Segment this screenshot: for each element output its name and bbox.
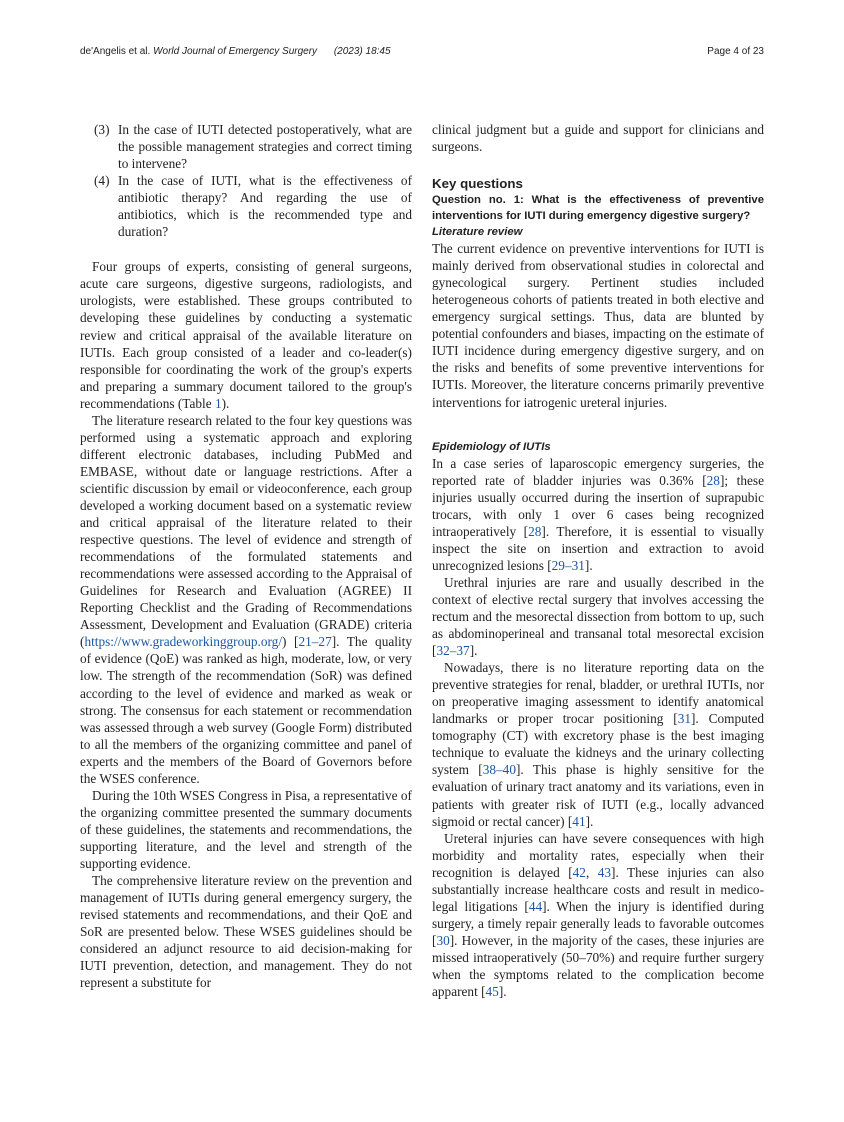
grade-url-link[interactable]: https://www.gradeworkinggroup.org/ bbox=[84, 634, 283, 650]
paragraph: During the 10th WSES Congress in Pisa, a representative of the organizing committee presented the summary documents of these guidelines, the statements and recommendations, the supporting literature, and the level and strength of the supporting evidence. bbox=[80, 787, 412, 871]
running-header bbox=[80, 46, 391, 57]
key-question-4 bbox=[80, 172, 412, 240]
paragraph-text: ]. bbox=[585, 813, 594, 829]
paragraph-text: ]. Therefore, it is essential to visually inspect the site on insertion and extraction to avoid unrecognized lesions [ bbox=[432, 523, 764, 573]
list-number: (3) bbox=[94, 122, 110, 137]
citation-link[interactable]: 44 bbox=[528, 898, 543, 914]
paragraph-text: ]. When the injury is identified during surgery, a timely repair generally leads to favorable outcomes [ bbox=[432, 898, 764, 948]
paragraph: clinical judgment but a guide and support for clinicians and surgeons. bbox=[432, 122, 764, 155]
paragraph-text: ]. These injuries can also substantially increase healthcare costs and result in medico-legal litigations [ bbox=[432, 864, 764, 914]
paragraph: The current evidence on preventive interventions for IUTI is mainly derived from observational studies in colorectal and gynecological surgery. Pertinent studies included heterogeneous cohorts of patients treated in both elective and emergency surgical settings. Thus, data are blunted by potential confounders and biases, impacting on the estimate of IUTI incidence during emergency digestive surgery, and on the risks and benefits of some preventive interventions for IUTIs. Moreover, the literature concerns primarily preventive interventions for iatrogenic ureteral injuries. bbox=[432, 241, 764, 410]
paragraph-text: ). bbox=[221, 395, 230, 411]
paragraph-text: Ureteral injuries can have severe consequences with high morbidity and mortality rates, especially when their recognition is delayed [ bbox=[432, 830, 764, 880]
paragraph-text: The literature research related to the four key questions was performed using a systematic approach and exploring different electronic databases, including PubMed and EMBASE, without date or language restrictions. After a scientific discussion by email or videoconference, each group developed a working document based on a systematic review and critical appraisal of the literature related to their respective questions. The level of evidence and strength of recommendations of the formulated statements and recommendations were assessed according to the Appraisal of Guidelines for Research and Evaluation (AGREE) II Reporting Checklist and the Grading of Recommendations Assessment, Development and Evaluation (GRADE) criteria ( bbox=[80, 412, 412, 650]
header-journal: World Journal of Emergency Surgery bbox=[153, 46, 318, 57]
citation-link[interactable]: 32–37 bbox=[436, 643, 470, 659]
paragraph bbox=[80, 258, 412, 411]
citation-link[interactable]: 28 bbox=[706, 472, 720, 488]
paragraph bbox=[432, 574, 764, 659]
paragraph bbox=[432, 830, 764, 1000]
table-link[interactable]: 1 bbox=[214, 395, 222, 411]
paragraph-text: ]. The quality of evidence (QoE) was ranked as high, moderate, low, or very low. The strength of the recommendation (SoR) was defined according to the level of evidence and marked as weak or strong. The consensus for each statement or recommendation was assessed through a web survey (Google Form) distributed to all the members of the organizing committee and panel of experts and the members of the Board of Governors before the WSES conference. bbox=[80, 634, 412, 786]
paragraph-text: ]; these injuries usually occurred during the insertion of suprapubic trocars, with only 1 over 6 cases being recognized intraoperatively [ bbox=[432, 472, 764, 539]
subsection-title: Literature review bbox=[432, 226, 523, 239]
section-title: Key questions bbox=[432, 176, 523, 192]
key-question-3 bbox=[80, 121, 412, 172]
paragraph-text: ]. This phase is highly sensitive for the evaluation of urinary tract anatomy and its variations, even in patients with greater risk of IUTI (e.g., locally advanced sigmoid or rectal cancer) [ bbox=[432, 762, 764, 829]
paragraph: The comprehensive literature review on the prevention and management of IUTIs during general emergency surgery, the revised statements and recommendations, and their QoE and SoR are presented below. These WSES guidelines should be considered an adjunct resource to aid decision-making for IUTI prevention, detection, and management. They do not represent a substitute for bbox=[80, 873, 412, 991]
left-column bbox=[80, 121, 412, 991]
paragraph bbox=[432, 659, 764, 829]
citation-link[interactable]: 28 bbox=[528, 523, 542, 539]
paragraph-text: Four groups of experts, consisting of general surgeons, acute care surgeons, digestive surgeons, radiologists, and urologists, were established. These groups contributed to developing these guidelines by conducting a systematic review and critical appraisal of the available literature on IUTIs. Each group consisted of a leader and co-leader(s) responsible for coordinating the work of the group's experts and preparing a summary document tailored to the group's recommendations (Table bbox=[80, 259, 412, 411]
paragraph-text: Urethral injuries are rare and usually described in the context of elective rectal surgery that involves accessing the rectum and the mesorectal dissection from bottom to up, such as abdominoperineal and transanal total mesorectal excision [ bbox=[432, 574, 764, 659]
citation-link[interactable]: 30 bbox=[436, 932, 450, 948]
paragraph bbox=[80, 412, 412, 787]
list-text: In the case of IUTI, what is the effectiveness of antibiotic therapy? And regarding the use of antibiotics, which is the recommended type and duration? bbox=[118, 173, 412, 240]
subsection-title: Epidemiology of IUTIs bbox=[432, 440, 551, 453]
header-citation: (2023) 18:45 bbox=[333, 46, 391, 57]
paragraph-text: ]. However, in the majority of the cases, these injuries are missed intraoperatively (50–70%) and require further surgery when the symptoms related to the complication become apparent [ bbox=[432, 932, 764, 1000]
list-number: (4) bbox=[94, 173, 110, 189]
paragraph-text: ]. bbox=[584, 557, 593, 573]
citation-link[interactable]: 38–40 bbox=[482, 762, 516, 778]
citation-link[interactable]: 21–27 bbox=[298, 634, 332, 650]
paragraph-text: , bbox=[585, 864, 598, 880]
citation-link[interactable]: 29–31 bbox=[551, 557, 585, 573]
right-column bbox=[432, 121, 764, 1000]
citation-link[interactable]: 42 bbox=[572, 864, 586, 880]
citation-link[interactable]: 45 bbox=[485, 984, 499, 1000]
header-authors: de'Angelis et al. bbox=[80, 46, 151, 57]
paragraph bbox=[432, 455, 764, 574]
question-title: Question no. 1: What is the effectiveness of preventive interventions for IUTI during emergency digestive surgery? bbox=[432, 194, 764, 223]
page-number: Page 4 of 23 bbox=[707, 46, 764, 57]
list-text: In the case of IUTI detected postoperatively, what are the possible management strategies and correct timing to intervene? bbox=[118, 122, 412, 172]
citation-link[interactable]: 43 bbox=[597, 864, 612, 880]
paragraph-text: ]. bbox=[469, 643, 478, 659]
paragraph-text: ]. bbox=[498, 984, 507, 1000]
paragraph-text: ) [ bbox=[282, 634, 299, 650]
citation-link[interactable]: 31 bbox=[677, 711, 691, 727]
paragraph-text: In a case series of laparoscopic emergency surgeries, the reported rate of bladder injuries was 0.36% [ bbox=[432, 455, 764, 488]
citation-link[interactable]: 41 bbox=[572, 813, 586, 829]
paragraph-text: Nowadays, there is no literature reporting data on the preventive strategies for renal, bladder, or urethral IUTIs, nor on preoperative imaging assessment to identify anatomical landmarks or proper trocar positioning [ bbox=[432, 660, 764, 727]
paragraph-text: ]. Computed tomography (CT) with excretory phase is the best imaging technique to evaluate the kidneys and the urinary collecting system [ bbox=[432, 711, 765, 778]
